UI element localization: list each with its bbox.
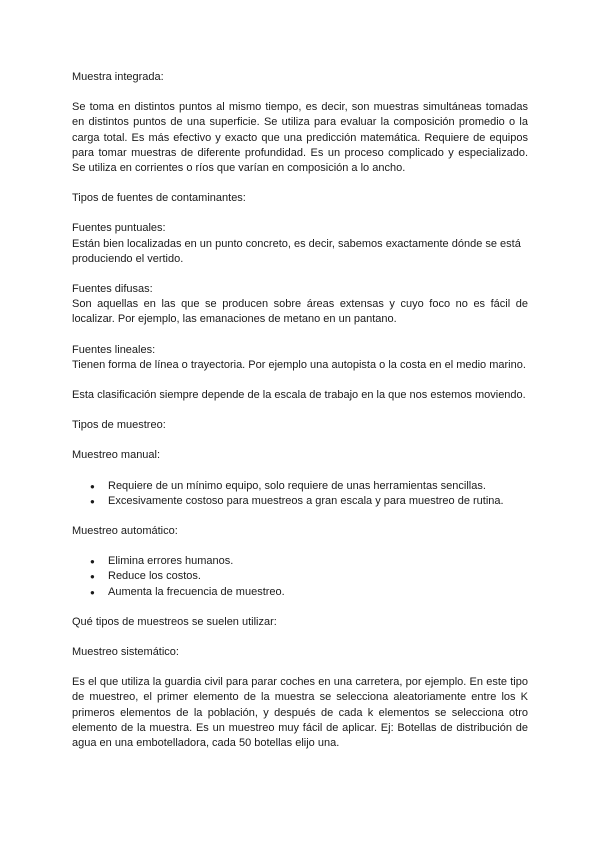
integrated-sample-heading: Muestra integrada: bbox=[72, 71, 164, 83]
document-page bbox=[72, 70, 528, 751]
sampling-types-heading: Tipos de muestreo: bbox=[72, 419, 166, 432]
point-sources-paragraph: Están bien localizadas en un punto concreto, es decir, sabemos exactamente dónde se está produciendo el vertido. bbox=[72, 237, 521, 265]
list-item: ● Elimina errores humanos. bbox=[72, 554, 528, 569]
common-sampling-heading: Qué tipos de muestreos se suelen utilizar: bbox=[72, 615, 277, 628]
diffuse-sources-paragraph: Son aquellas en las que se producen sobre áreas extensas y cuyo foco no es fácil de localizar. Por ejemplo, las emanaciones de metano en un pantano. bbox=[72, 298, 528, 326]
manual-sampling-list bbox=[72, 479, 528, 509]
list-item: ● Excesivamente costoso para muestreos a gran escala y para muestreo de rutina. bbox=[72, 494, 528, 509]
systematic-sampling-title: Muestreo sistemático: bbox=[72, 646, 179, 659]
linear-sources-title: Fuentes lineales: bbox=[72, 343, 156, 356]
point-sources-title: Fuentes puntuales: bbox=[72, 222, 166, 235]
integrated-sample-paragraph: Se toma en distintos puntos al mismo tiempo, es decir, son muestras simultáneas tomadas en distintos puntos de una superficie. Se utiliza para evaluar la composición promedio o la carga total. Es más efectivo y exacto que una predicción matemática. Requiere de equipos para tomar muestras de diferente profundidad. Es un proceso complicado y especializado. Se utiliza en corrientes o ríos que varían en composición a lo ancho. bbox=[72, 101, 528, 175]
list-item: ● Aumenta la frecuencia de muestreo. bbox=[72, 585, 528, 600]
automatic-sampling-list bbox=[72, 554, 528, 600]
diffuse-sources-title: Fuentes difusas: bbox=[72, 283, 153, 296]
automatic-sampling-title: Muestreo automático: bbox=[72, 525, 178, 538]
linear-sources-paragraph: Tienen forma de línea o trayectoria. Por ejemplo una autopista o la costa en el medio marino. bbox=[72, 358, 526, 371]
list-item: ● Reduce los costos. bbox=[72, 569, 528, 584]
list-item: ● Requiere de un mínimo equipo, solo requiere de unas herramientas sencillas. bbox=[72, 479, 528, 494]
pollutant-sources-heading: Tipos de fuentes de contaminantes: bbox=[72, 192, 246, 205]
manual-sampling-title: Muestreo manual: bbox=[72, 449, 161, 462]
systematic-sampling-paragraph: Es el que utiliza la guardia civil para parar coches en una carretera, por ejemplo. En este tipo de muestreo, el primer elemento de la muestra se selecciona aleatoriamente entre los K primeros elementos de la población, y después de cada k elementos se selecciona otro elemento de la muestra. Es un muestreo muy fácil de aplicar. Ej: Botellas de distribución de agua en una embotelladora, cada 50 botellas elijo una. bbox=[72, 676, 528, 750]
classification-note: Esta clasificación siempre depende de la escala de trabajo en la que nos estemos moviendo. bbox=[72, 389, 526, 402]
